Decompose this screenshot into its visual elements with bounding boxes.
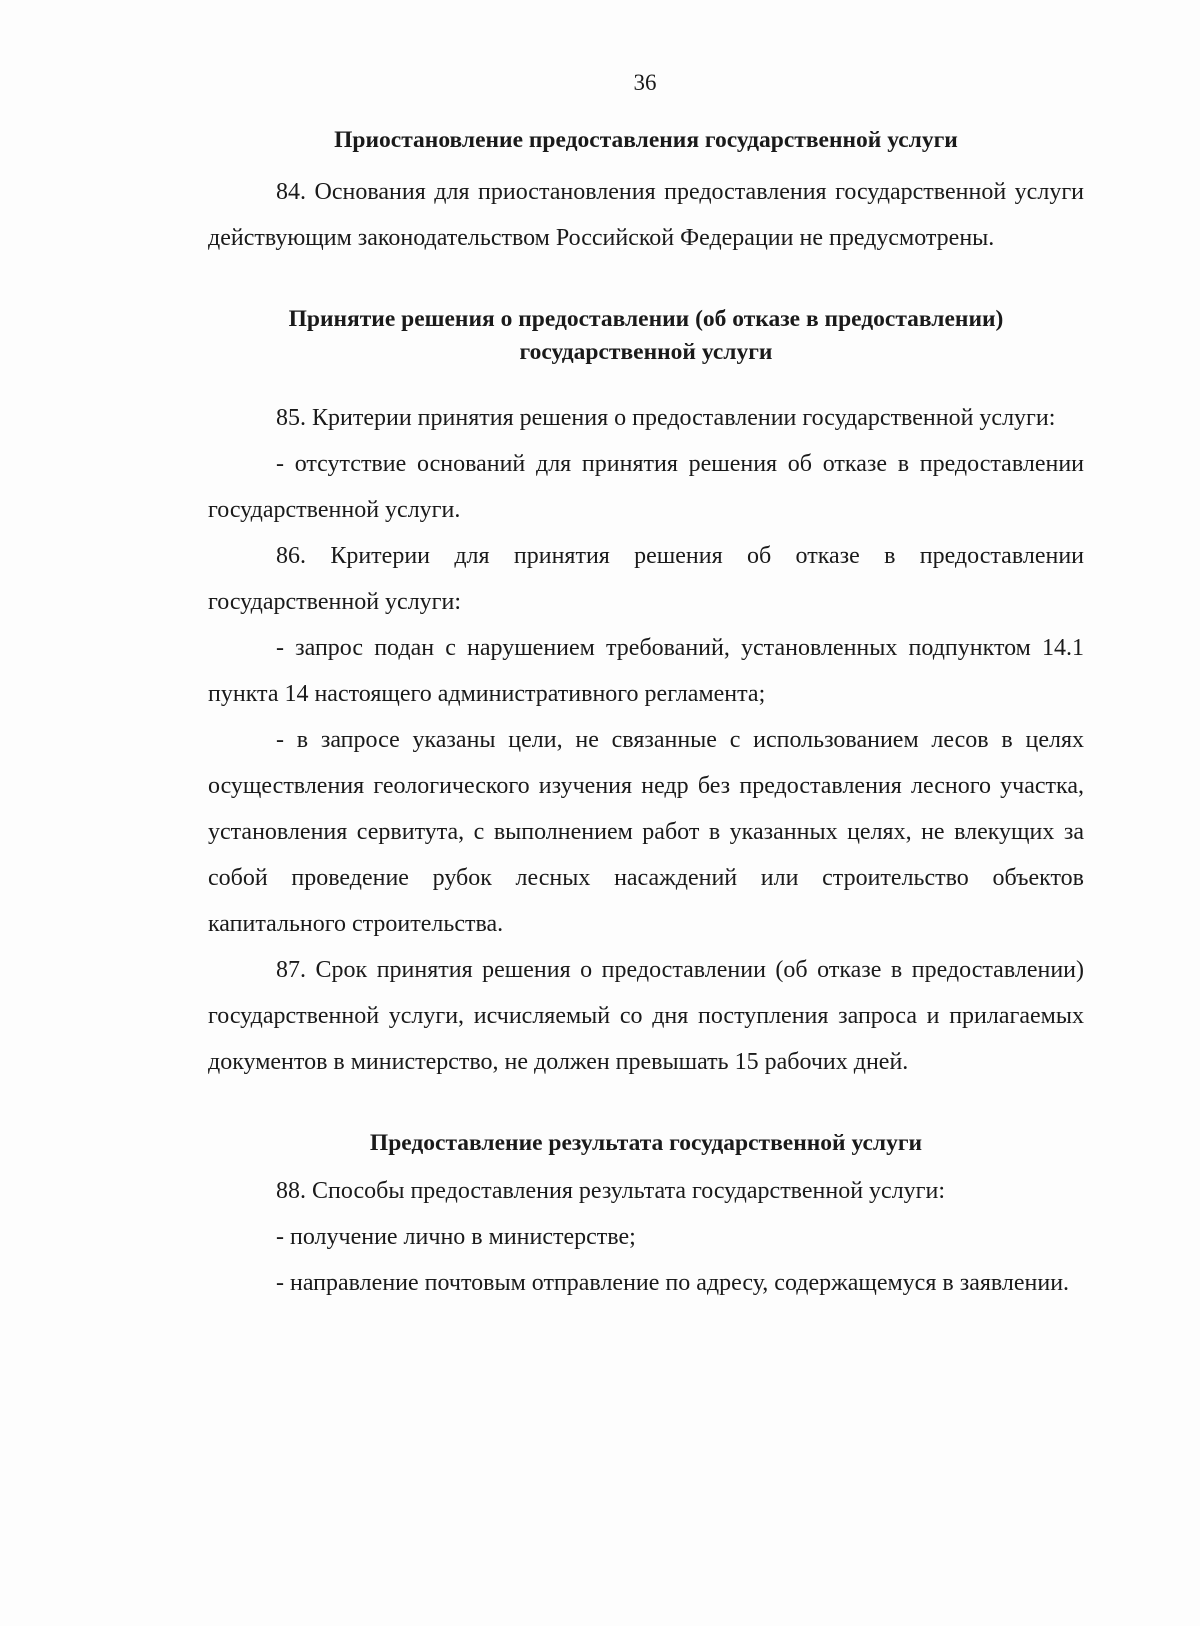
section-heading: Приостановление предоставления государственной услуги	[334, 127, 958, 153]
section-heading: Предоставление результата государственной услуги	[369, 1130, 923, 1156]
paragraph-86-item-1: - запрос подан с нарушением требований, установленных подпунктом 14.1 пункта 14 настоящего административного регламента;	[208, 635, 1084, 707]
document-body	[208, 124, 1084, 1306]
paragraph-84: 84. Основания для приостановления предоставления государственной услуги действующим законодательством Российской Федерации не предусмотрены.	[208, 179, 1084, 251]
paragraph-88: 88. Способы предоставления результата государственной услуги:	[276, 1178, 946, 1204]
paragraph-85-item: - отсутствие оснований для принятия решения об отказе в предоставлении государственной услуги.	[208, 451, 1084, 523]
paragraph-86: 86. Критерии для принятия решения об отказе в предоставлении государственной услуги:	[208, 543, 1084, 615]
paragraph-85: 85. Критерии принятия решения о предоставлении государственной услуги:	[276, 405, 1056, 431]
paragraph-88-item-1: - получение лично в министерстве;	[276, 1224, 636, 1250]
section-decision	[208, 303, 1084, 1085]
section-result	[208, 1127, 1084, 1306]
paragraph-87: 87. Срок принятия решения о предоставлении (об отказе в предоставлении) государственной услуги, исчисляемый со дня поступления запроса и прилагаемых документов в министерство, не должен превышать 15 рабочих дней.	[208, 957, 1084, 1075]
section-heading-line-2: государственной услуги	[519, 339, 773, 365]
section-suspension	[208, 124, 1084, 261]
paragraph-86-item-2: - в запросе указаны цели, не связанные с использованием лесов в целях осуществления геологического изучения недр без предоставления лесного участка, установления сервитута, с выполнением работ в указанных целях, не влекущих за собой проведение рубок лесных насаждений или строительство объектов капитального строительства.	[208, 727, 1084, 937]
section-heading-line-1: Принятие решения о предоставлении (об отказе в предоставлении)	[288, 306, 1004, 332]
page-number: 36	[633, 70, 657, 95]
paragraph-88-item-2: - направление почтовым отправление по адресу, содержащемуся в заявлении.	[276, 1270, 1070, 1296]
